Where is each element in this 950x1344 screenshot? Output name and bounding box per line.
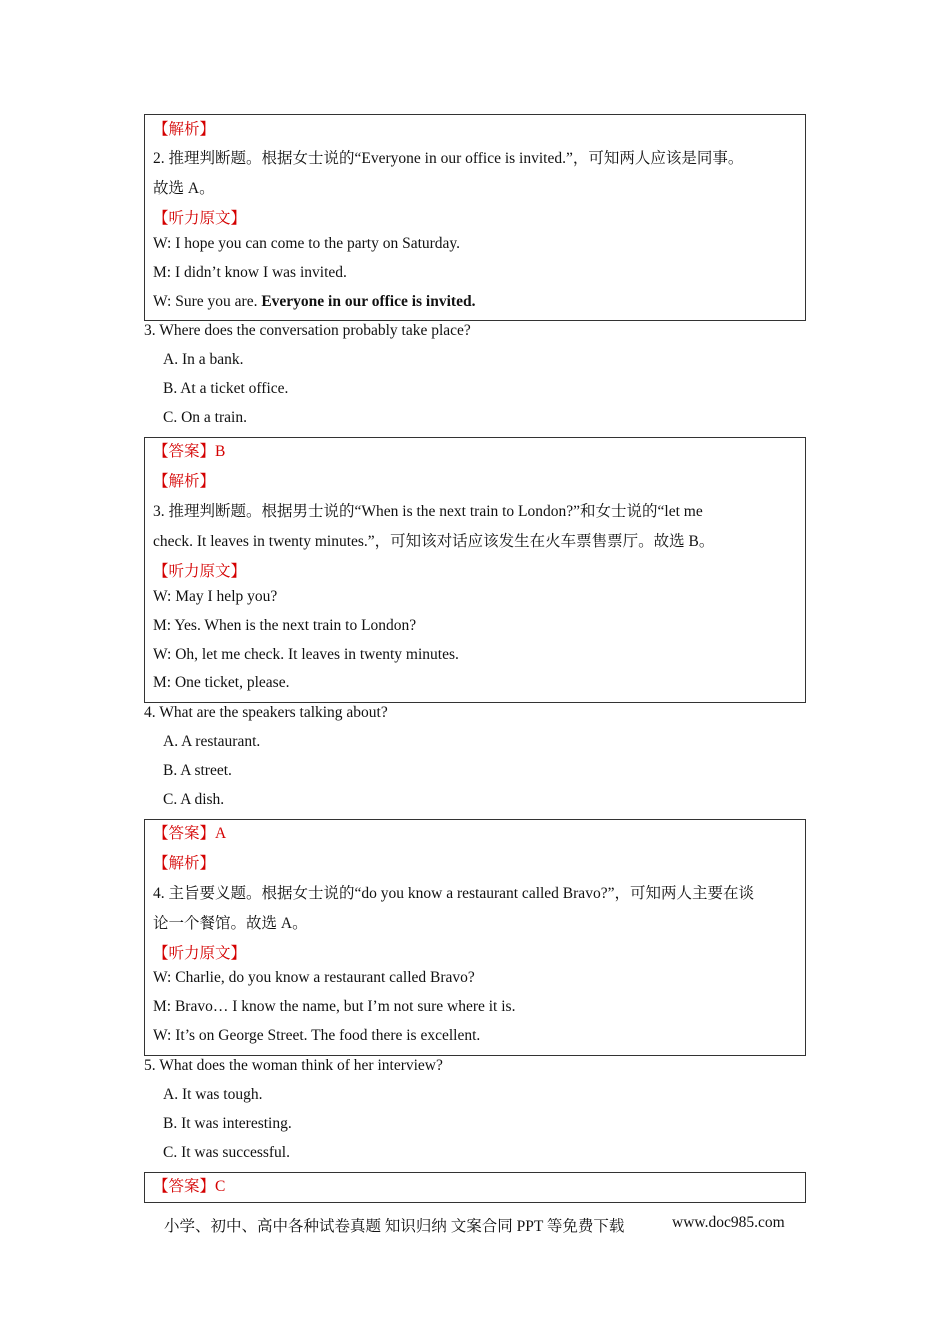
q4-question: 4. What are the speakers talking about? xyxy=(144,704,388,721)
q2-script-last-line xyxy=(153,293,475,311)
q4-script-line: M: Bravo… I know the name, but I’m not sure where it is. xyxy=(153,998,516,1015)
q2-analysis-line2: 故选 A。 xyxy=(153,180,215,197)
q2-script-last-bold: Everyone in our office is invited. xyxy=(261,293,476,310)
footer-url[interactable]: www.doc985.com xyxy=(672,1214,785,1231)
q4-analysis-label: 【解析】 xyxy=(153,855,216,872)
q4-analysis-line2: 论一个餐馆。故选 A。 xyxy=(153,915,308,932)
q4-analysis-line1: 4. 主旨要义题。根据女士说的“do you know a restaurant called Bravo?”，可知两人主要在谈 xyxy=(153,885,754,902)
q4-option-a: A. A restaurant. xyxy=(163,733,261,750)
footer-text: 小学、初中、高中各种试卷真题 知识归纳 文案合同 PPT 等免费下载 xyxy=(164,1218,625,1235)
q3-option-b: B. At a ticket office. xyxy=(163,380,289,397)
q3-script-line: M: Yes. When is the next train to London? xyxy=(153,617,417,634)
q4-script-line: W: It’s on George Street. The food there is excellent. xyxy=(153,1027,481,1044)
q4-option-c: C. A dish. xyxy=(163,791,225,808)
q5-question: 5. What does the woman think of her interview? xyxy=(144,1057,443,1074)
q3-script-line: M: One ticket, please. xyxy=(153,674,290,691)
q2-script-label: 【听力原文】 xyxy=(153,210,247,227)
q4-answer: 【答案】A xyxy=(153,825,227,842)
q3-analysis-label: 【解析】 xyxy=(153,473,216,490)
q2-script-last-prefix: W: Sure you are. xyxy=(153,293,262,310)
q3-script-line: W: May I help you? xyxy=(153,588,278,605)
q2-script-line: M: I didn’t know I was invited. xyxy=(153,264,347,281)
q4-option-b: B. A street. xyxy=(163,762,232,779)
q5-option-c: C. It was successful. xyxy=(163,1144,290,1161)
page-footer xyxy=(164,1214,785,1236)
q3-script-line: W: Oh, let me check. It leaves in twenty minutes. xyxy=(153,646,459,663)
q3-analysis-line2: check. It leaves in twenty minutes.”，可知该对话应该发生在火车票售票厅。故选 B。 xyxy=(153,533,715,550)
q3-option-a: A. In a bank. xyxy=(163,351,244,368)
q3-question: 3. Where does the conversation probably take place? xyxy=(144,322,471,339)
q4-answer-box xyxy=(144,819,806,1056)
q2-analysis-label: 【解析】 xyxy=(153,121,216,138)
q3-option-c: C. On a train. xyxy=(163,409,247,426)
q3-answer: 【答案】B xyxy=(153,443,226,460)
q4-script-line: W: Charlie, do you know a restaurant called Bravo? xyxy=(153,969,475,986)
q5-option-b: B. It was interesting. xyxy=(163,1115,292,1132)
q2-analysis-line1: 2. 推理判断题。根据女士说的“Everyone in our office is invited.”，可知两人应该是同事。 xyxy=(153,150,744,167)
q4-script-label: 【听力原文】 xyxy=(153,945,247,962)
q5-option-a: A. It was tough. xyxy=(163,1086,263,1103)
q3-script-label: 【听力原文】 xyxy=(153,563,247,580)
q5-answer: 【答案】C xyxy=(153,1178,226,1195)
q2-script-line: W: I hope you can come to the party on Saturday. xyxy=(153,235,461,252)
q5-answer-box xyxy=(144,1172,806,1203)
q3-analysis-line1: 3. 推理判断题。根据男士说的“When is the next train to London?”和女士说的“let me xyxy=(153,503,703,520)
